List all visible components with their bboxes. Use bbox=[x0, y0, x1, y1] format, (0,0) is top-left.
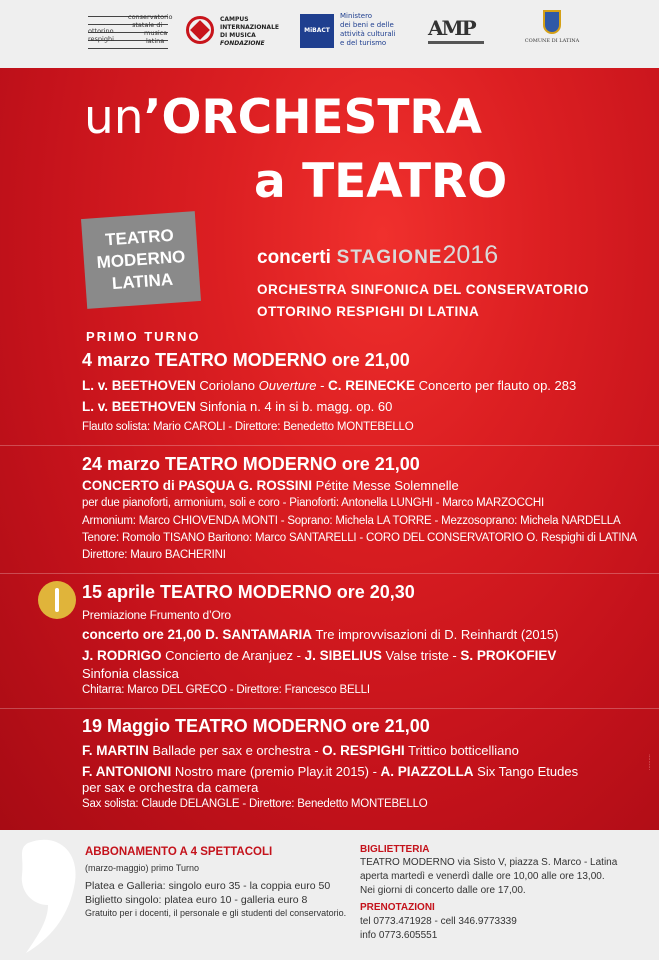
concert-3-program-1: concerto ore 21,00 D. SANTAMARIA Tre improvvisazioni di D. Reinhardt (2015) bbox=[82, 627, 559, 642]
divider bbox=[0, 573, 659, 574]
concert-1-heading: 4 marzo TEATRO MODERNO ore 21,00 bbox=[82, 350, 410, 370]
season-label: concerti STAGIONE2016 bbox=[257, 241, 499, 269]
conservatorio-logo: conservatorio statale di ottorino musica respighi latina bbox=[88, 14, 168, 54]
divider bbox=[0, 708, 659, 709]
divider bbox=[0, 445, 659, 446]
comune-latina-logo: COMUNE DI LATINA bbox=[522, 10, 582, 58]
abbonamento-title: ABBONAMENTO A 4 SPETTACOLI bbox=[85, 846, 273, 858]
turno-label: PRIMO TURNO bbox=[86, 329, 201, 344]
prenotazioni-phone: tel 0773.471928 - cell 346.9773339 bbox=[360, 916, 517, 927]
abbonamento-price-1: Platea e Galleria: singolo euro 35 - la coppia euro 50 bbox=[85, 880, 331, 892]
orchestra-line-2: OTTORINO RESPIGHI DI LATINA bbox=[257, 304, 480, 319]
concert-2-conductor: Direttore: Mauro BACHERINI bbox=[82, 549, 226, 561]
title-line-2: a TEATRO bbox=[254, 154, 508, 209]
crest-icon bbox=[543, 10, 561, 34]
concert-2-detail-2: Armonium: Marco CHIOVENDA MONTI - Soprano: Michela LA TORRE - Mezzosoprano: Michela NARDELLA bbox=[82, 515, 621, 527]
concert-1-program-1: L. v. BEETHOVEN Coriolano Ouverture - C. REINECKE Concerto per flauto op. 283 bbox=[82, 378, 577, 393]
concert-1-program-2: L. v. BEETHOVEN Sinfonia n. 4 in si b. magg. op. 60 bbox=[82, 399, 393, 414]
concert-4-program-3: per sax e orchestra da camera bbox=[82, 780, 259, 795]
biglietteria-hours: aperta martedì e venerdì dalle ore 10,00 alle ore 13,00. bbox=[360, 871, 605, 882]
teatro-stamp: TEATRO MODERNO LATINA bbox=[81, 211, 201, 309]
abbonamento-sub: (marzo-maggio) primo Turno bbox=[85, 863, 200, 873]
concert-3-award: Premiazione Frumento d’Oro bbox=[82, 608, 231, 622]
side-credit: .......... bbox=[646, 754, 652, 770]
campus-logo: CAMPUS INTERNAZIONALE DI MUSICA FONDAZIONE bbox=[186, 14, 276, 56]
concert-4-program-1: F. MARTIN Ballade per sax e orchestra - O. RESPIGHI Trittico botticelliano bbox=[82, 743, 519, 758]
concert-4-heading: 19 Maggio TEATRO MODERNO ore 21,00 bbox=[82, 716, 430, 736]
concert-3-program-3: Sinfonia classica bbox=[82, 666, 179, 681]
campus-mark-icon bbox=[186, 16, 214, 44]
concert-1-performers: Flauto solista: Mario CAROLI - Direttore: Benedetto MONTEBELLO bbox=[82, 421, 414, 433]
title-line-1: un’ORCHESTRA bbox=[84, 90, 482, 145]
orchestra-line-1: ORCHESTRA SINFONICA DEL CONSERVATORIO bbox=[257, 282, 590, 297]
comma-graphic-icon bbox=[18, 835, 80, 957]
mibact-logo: MiBACT Ministero dei beni e delle attività culturali e del turismo bbox=[300, 12, 410, 56]
prenotazioni-info: info 0773.605551 bbox=[360, 930, 438, 941]
concert-2-detail-3: Tenore: Romolo TISANO Baritono: Marco SANTARELLI - CORO DEL CONSERVATORIO O. Respighi di LATINA bbox=[82, 532, 637, 544]
concert-3-heading: 15 aprile TEATRO MODERNO ore 20,30 bbox=[82, 582, 415, 602]
amp-logo: AMP bbox=[428, 16, 486, 50]
abbonamento-price-2: Biglietto singolo: platea euro 10 - galleria euro 8 bbox=[85, 894, 308, 906]
concert-4-program-2: F. ANTONIONI Nostro mare (premio Play.it 2015) - A. PIAZZOLLA Six Tango Etudes bbox=[82, 764, 579, 779]
concert-3-performers: Chitarra: Marco DEL GRECO - Direttore: Francesco BELLI bbox=[82, 684, 370, 696]
frumento-oro-medal-icon bbox=[38, 581, 76, 619]
concert-4-performers: Sax solista: Claude DELANGLE - Direttore: Benedetto MONTEBELLO bbox=[82, 798, 428, 810]
concert-3-program-2: J. RODRIGO Concierto de Aranjuez - J. SIBELIUS Valse triste - S. PROKOFIEV bbox=[82, 648, 557, 663]
concert-2-detail-1: per due pianoforti, armonium, soli e coro - Pianoforti: Antonella LUNGHI - Marco MARZOCCHI bbox=[82, 497, 544, 509]
mibact-mark-icon: MiBACT bbox=[300, 14, 334, 48]
biglietteria-concert-hours: Nei giorni di concerto dalle ore 17,00. bbox=[360, 885, 526, 896]
biglietteria-address: TEATRO MODERNO via Sisto V, piazza S. Marco - Latina bbox=[360, 857, 618, 868]
concert-2-program: CONCERTO di PASQUA G. ROSSINI Pétite Messe Solemnelle bbox=[82, 478, 459, 493]
abbonamento-free-note: Gratuito per i docenti, il personale e gli studenti del conservatorio. bbox=[85, 908, 347, 918]
biglietteria-title: BIGLIETTERIA bbox=[360, 844, 430, 855]
concert-2-heading: 24 marzo TEATRO MODERNO ore 21,00 bbox=[82, 454, 420, 474]
prenotazioni-title: PRENOTAZIONI bbox=[360, 902, 435, 913]
logo-bar bbox=[0, 0, 659, 68]
